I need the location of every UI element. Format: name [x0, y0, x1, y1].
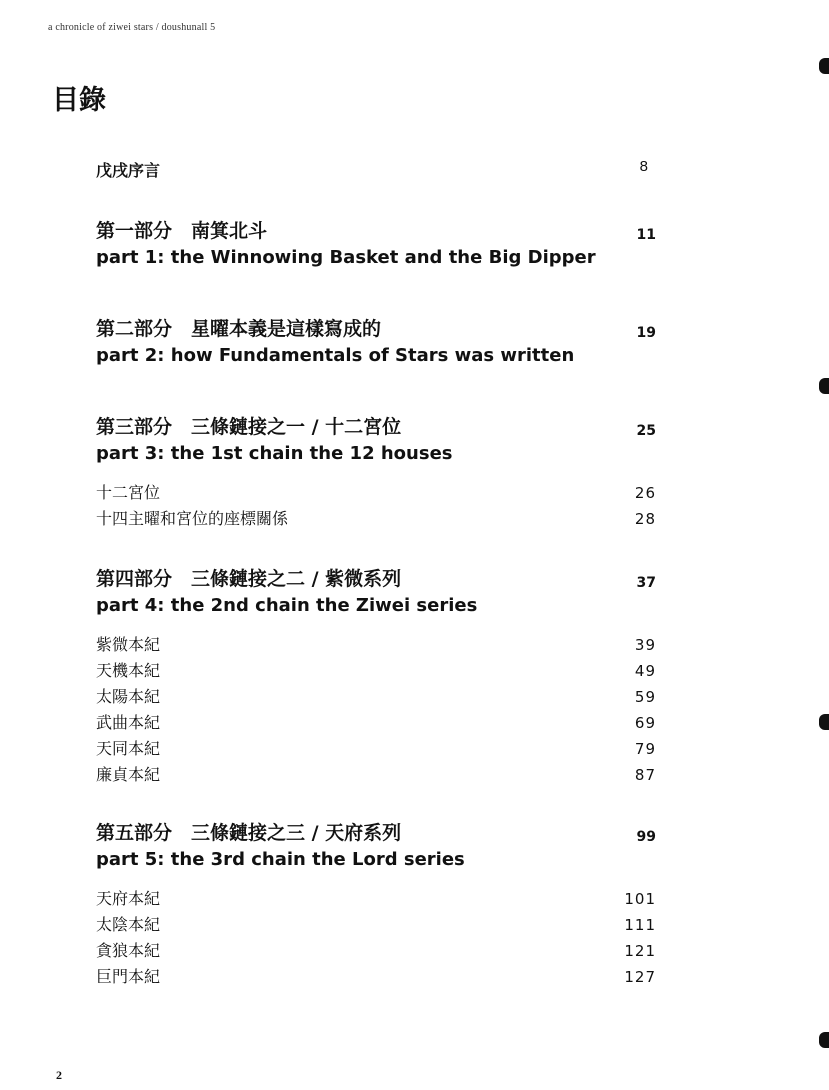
section-page: 37: [636, 575, 656, 591]
section-title-cn: 第二部分 星曜本義是這樣寫成的 19: [96, 316, 656, 342]
section-page: 11: [636, 227, 656, 243]
preface-label: 戊戌序言: [96, 161, 161, 180]
toc-section-2[interactable]: [96, 316, 656, 370]
preface-page: 8: [639, 158, 648, 175]
page-number: 2: [56, 1068, 62, 1082]
toc-section-1[interactable]: [96, 218, 656, 272]
toc-entry[interactable]: 貪狼本紀 121: [96, 941, 656, 960]
section-title-en: part 4: the 2nd chain the Ziwei series: [96, 595, 478, 616]
section-title-en: part 3: the 1st chain the 12 houses: [96, 443, 453, 464]
toc-entry[interactable]: 十四主曜和宮位的座標關係 28: [96, 509, 656, 528]
toc-entry[interactable]: 巨門本紀 127: [96, 967, 656, 986]
binding-hole-mark: [819, 378, 829, 394]
toc-entry[interactable]: 紫微本紀 39: [96, 635, 656, 654]
toc-entry[interactable]: 太陽本紀 59: [96, 687, 656, 706]
section-page: 19: [636, 325, 656, 341]
binding-hole-mark: [819, 714, 829, 730]
section-title-en: part 1: the Winnowing Basket and the Big Dipper: [96, 247, 596, 268]
section-title-en: part 2: how Fundamentals of Stars was written: [96, 345, 575, 366]
toc-entry[interactable]: 太陰本紀 111: [96, 915, 656, 934]
running-header: a chronicle of ziwei stars / doushunall 5: [48, 22, 216, 33]
section-title-cn: 第三部分 三條鏈接之一 / 十二宮位 25: [96, 414, 656, 440]
toc-entry[interactable]: 武曲本紀 69: [96, 713, 656, 732]
section-title-en: part 5: the 3rd chain the Lord series: [96, 849, 465, 870]
binding-hole-mark: [819, 58, 829, 74]
section-page: 99: [636, 829, 656, 845]
section-title-cn: 第四部分 三條鏈接之二 / 紫微系列 37: [96, 566, 656, 592]
toc-entry[interactable]: 十二宮位 26: [96, 483, 656, 502]
toc-preface[interactable]: [96, 158, 656, 181]
toc-section-3[interactable]: [96, 414, 656, 532]
section-title-cn: 第五部分 三條鏈接之三 / 天府系列 99: [96, 820, 656, 846]
page-title: 目錄: [52, 85, 106, 116]
binding-hole-mark: [819, 1032, 829, 1048]
section-title-cn: 第一部分 南箕北斗 11: [96, 218, 656, 244]
toc-entry[interactable]: 天府本紀 101: [96, 889, 656, 908]
toc-entry[interactable]: 天同本紀 79: [96, 739, 656, 758]
toc-section-5[interactable]: [96, 820, 656, 990]
toc-section-4[interactable]: [96, 566, 656, 788]
toc-entry[interactable]: 廉貞本紀 87: [96, 765, 656, 784]
toc-entry[interactable]: 天機本紀 49: [96, 661, 656, 680]
section-page: 25: [636, 423, 656, 439]
